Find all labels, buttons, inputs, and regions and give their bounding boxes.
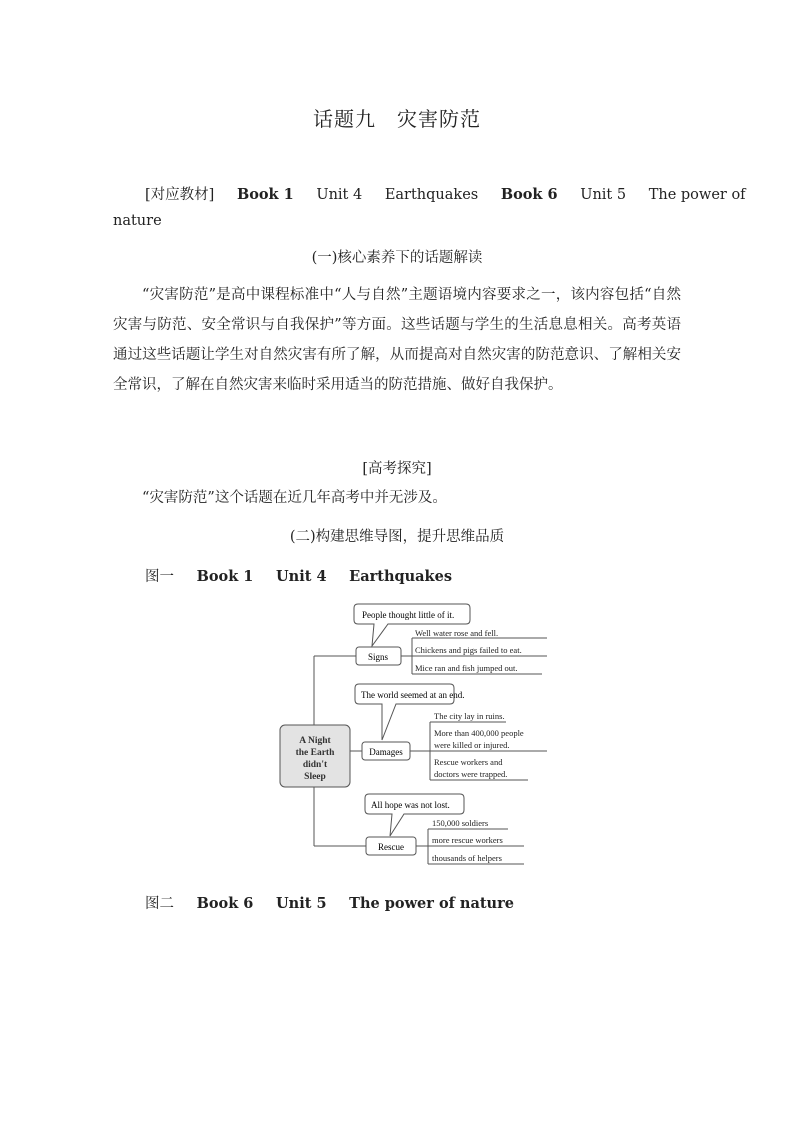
page-title: 话题九 灾害防范 (313, 107, 481, 131)
figure1-name: Earthquakes (349, 568, 452, 585)
branch-signs-label: Signs (367, 652, 389, 662)
damages-item: were killed or injured. (434, 740, 510, 750)
section1-paragraph: “灾害防范”是高中课程标准中“人与自然”主题语境内容要求之一，该内容包括“自然灾害与防范、安全常识与自我保护”等方面。这些话题与学生的生活息息相关。高考英语通过这些话题让学生对自然灾害有所了解，从而提高对自然灾害的防范意识、了解相关安全常识，了解在自然灾害来临时采用适当的防范措施、做好自我保护。 (113, 287, 681, 393)
damages-item: More than 400,000 people (434, 728, 524, 738)
mindmap-root-line: A Night (299, 736, 331, 746)
reference-continuation: nature (113, 213, 162, 229)
damages-item: doctors were trapped. (434, 769, 508, 779)
rescue-item: thousands of helpers (432, 853, 502, 863)
damages-bubble-text: The world seemed at an end. (361, 690, 465, 700)
branch-rescue-label: Rescue (378, 842, 404, 852)
mindmap-root-line: the Earth (295, 748, 335, 758)
figure2-caption (145, 892, 514, 913)
figure2-book: Book 6 (196, 895, 254, 912)
unit5-name: The power of (648, 187, 746, 203)
signs-item: Mice ran and fish jumped out. (415, 663, 518, 673)
exploration-heading: [高考探究] (362, 461, 432, 477)
rescue-bubble-text: All hope was not lost. (371, 800, 450, 810)
exploration-text: “灾害防范”这个话题在近几年高考中并无涉及。 (142, 490, 447, 506)
figure1-caption (145, 565, 452, 586)
figure1-unit: Unit 4 (276, 568, 327, 585)
signs-item: Chickens and pigs failed to eat. (415, 645, 522, 655)
mind-map (270, 596, 560, 876)
signs-item: Well water rose and fell. (415, 628, 499, 638)
figure1-label: 图一 (145, 569, 174, 585)
damages-item: Rescue workers and (434, 757, 503, 767)
unit4-label: Unit 4 (316, 187, 363, 203)
unit5-label: Unit 5 (580, 187, 627, 203)
figure2-unit: Unit 5 (276, 895, 327, 912)
section2-heading: (二)构建思维导图，提升思维品质 (289, 529, 505, 545)
branch-damages-label: Damages (369, 747, 403, 757)
damages-item: The city lay in ruins. (434, 711, 505, 721)
book6-label: Book 6 (500, 186, 558, 203)
textbook-reference (145, 183, 746, 204)
section1-heading: (一)核心素养下的话题解读 (311, 250, 483, 266)
figure2-label: 图二 (145, 896, 174, 912)
rescue-item: more rescue workers (432, 835, 503, 845)
signs-bubble-text: People thought little of it. (362, 610, 455, 620)
figure1-book: Book 1 (196, 568, 254, 585)
book1-label: Book 1 (236, 186, 294, 203)
reference-prefix: [对应教材] (145, 187, 215, 203)
rescue-item: 150,000 soldiers (432, 818, 489, 828)
unit4-name: Earthquakes (384, 187, 479, 203)
mindmap-root-line: Sleep (304, 772, 326, 782)
mindmap-root-line: didn't (302, 760, 328, 770)
figure2-name: The power of nature (349, 895, 514, 912)
